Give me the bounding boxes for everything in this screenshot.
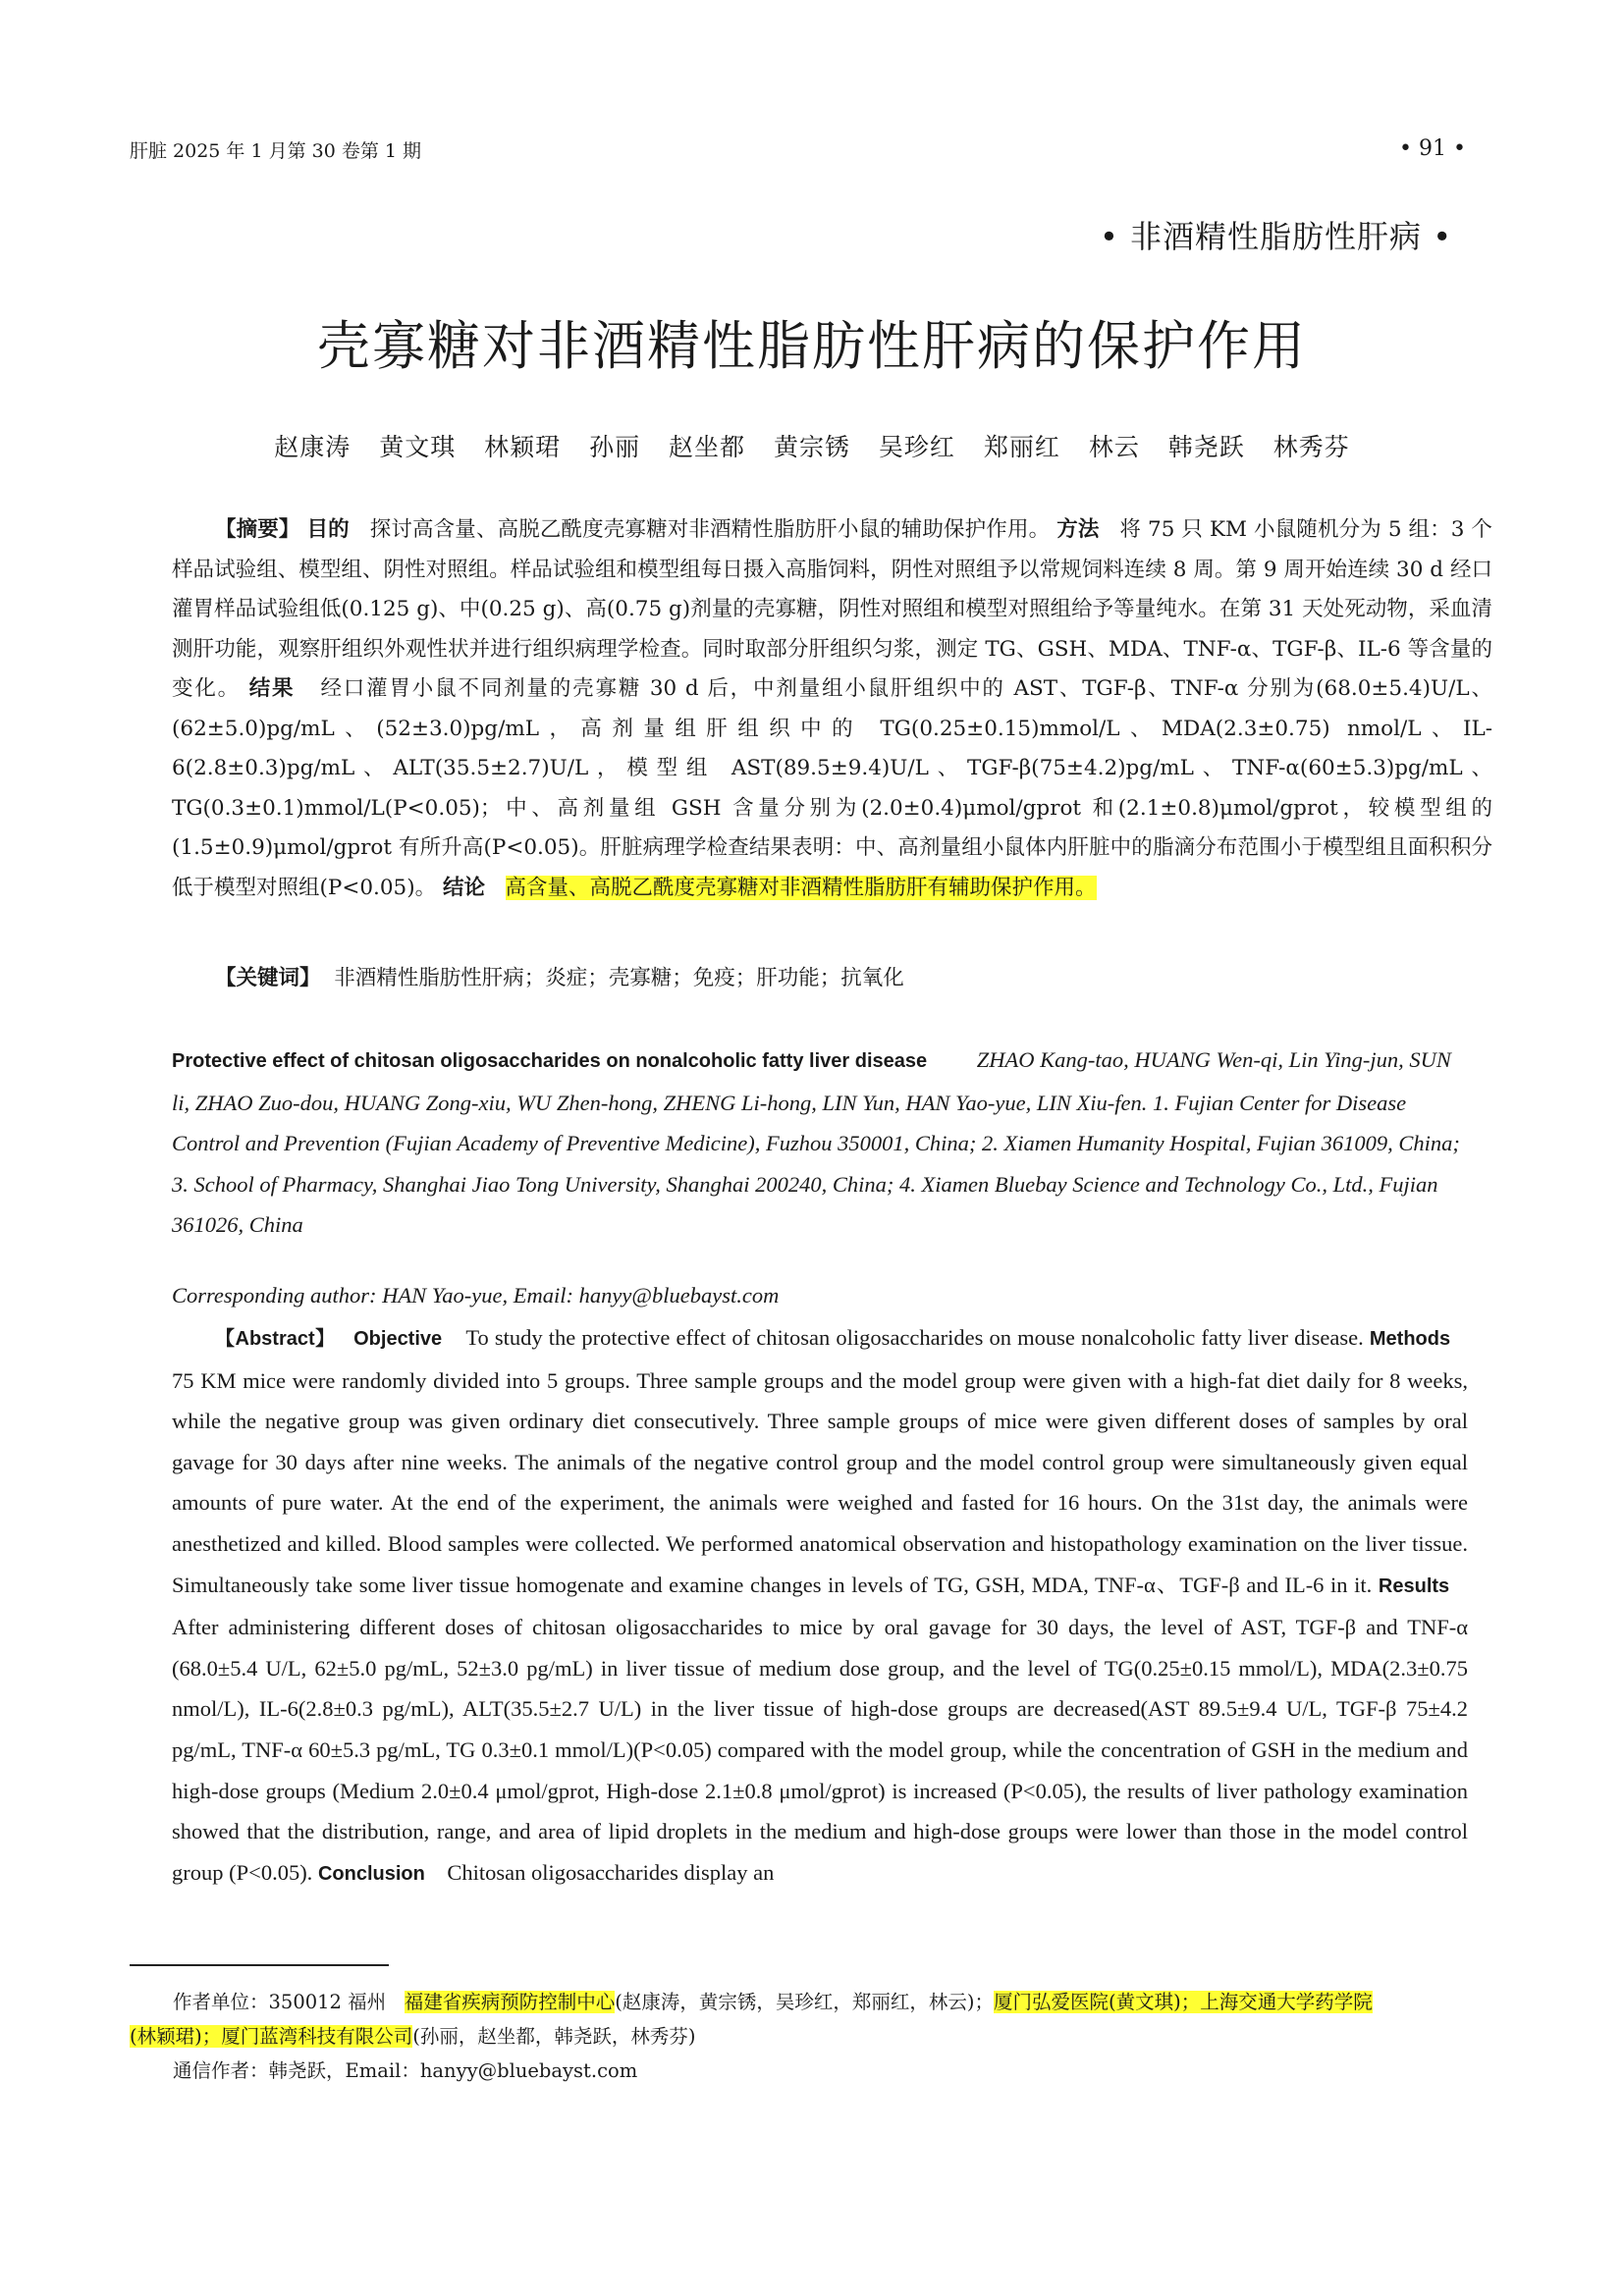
cn-methods-label: 方法	[1056, 517, 1100, 542]
en-conclusion-text: Chitosan oligosaccharides display an	[447, 1859, 775, 1885]
affiliation-org2: 厦门弘爱医院(黄文琪)；上海交通大学药学院	[993, 1991, 1373, 2013]
cn-results-text: 经口灌胃小鼠不同剂量的壳寡糖 30 d 后，中剂量组小鼠肝组织中的 AST、TGF-β、TNF-α 分别为(68.0±5.4)U/L、(62±5.0)pg/mL、(52±3.0)pg/mL，高剂量组肝组织中的 TG(0.25±0.15)mmol/L、MDA(2.3±0.75) nmol/L、IL-6(2.8±0.3)pg/mL、ALT(35.5±2.7)U/L，模型组 AST(89.5±9.4)U/L、TGF-β(75±4.2)pg/mL、TNF-α(60±5.3)pg/mL、TG(0.3±0.1)mmol/L(P<0.05)；中、高剂量组 GSH 含量分别为(2.0±0.4)μmol/gprot 和(2.1±0.8)μmol/gprot，较模型组的(1.5±0.9)μmol/gprot 有所升高(P<0.05)。肝脏病理学检查结果表明：中、高剂量组小鼠体内肝脏中的脂滴分布范围小于模型组且面积积分低于模型对照组(P<0.05)。	[172, 676, 1492, 900]
affiliation-org1: 福建省疾病预防控制中心	[404, 1991, 616, 2013]
journal-header: 肝脏 2025 年 1 月第 30 卷第 1 期	[130, 140, 422, 162]
footnotes	[130, 1985, 1504, 2088]
page-number: • 91 •	[1399, 136, 1466, 161]
english-authors-affiliations: ZHAO Kang-tao, HUANG Wen-qi, Lin Ying-jun, SUN li, ZHAO Zuo-dou, HUANG Zong-xiu, WU Zhen-hong, ZHENG Li-hong, LIN Yun, HAN Yao-yue, LIN Xiu-fen. 1. Fujian Center for Disease Control and Prevention (Fujian Academy of Preventive Medicine), Fuzhou 350001, China; 2. Xiamen Humanity Hospital, Fujian 361009, China; 3. School of Pharmacy, Shanghai Jiao Tong University, Shanghai 200240, China; 4. Xiamen Bluebay Science and Technology Co., Ltd., Fujian 361026, China	[172, 1047, 1460, 1237]
english-corresponding-author: Corresponding author: HAN Yao-yue, Email: hanyy@bluebayst.com	[172, 1283, 780, 1308]
english-title: Protective effect of chitosan oligosaccharides on nonalcoholic fatty liver disease	[172, 1050, 928, 1072]
en-results-text: After administering different doses of chitosan oligosaccharides to mice by oral gavage for 30 days, the level of AST, TGF-β and TNF-α (68.0±5.4 U/L, 62±5.0 pg/mL, 52±3.0 pg/mL) in liver tissue of medium dose group, and the level of TG(0.25±0.15 mmol/L), MDA(2.3±0.75 nmol/L), IL-6(2.8±0.3 pg/mL), ALT(35.5±2.7 U/L) in the liver tissue of high-dose groups are decreased(AST 89.5±9.4 U/L, TGF-β 75±4.2 pg/mL, TNF-α 60±5.3 pg/mL, TG 0.3±0.1 mmol/L)(P<0.05) compared with the model group, while the concentration of GSH in the medium and high-dose groups (Medium 2.0±0.4 μmol/gprot, High-dose 2.1±0.8 μmol/gprot) is increased (P<0.05), the results of liver pathology examination showed that the distribution, range, and area of lipid droplets in the medium and high-dose groups were lower than those in the model control group (P<0.05).	[172, 1615, 1468, 1885]
affiliation-org3: (林颖珺)；厦门蓝湾科技有限公司	[130, 2025, 413, 2048]
en-conclusion-label: Conclusion	[317, 1862, 425, 1885]
section-label: • 非酒精性脂肪性肝病 •	[1100, 218, 1453, 255]
cn-conclusion-label: 结论	[442, 875, 485, 900]
chinese-keywords	[215, 961, 904, 991]
affiliation-org1-authors: (赵康涛，黄宗锈，吴珍红，郑丽红，林云)；	[615, 1991, 994, 2013]
cn-results-label: 结果	[248, 676, 296, 701]
cn-keywords-label: 【关键词】	[215, 966, 321, 990]
english-title-block	[172, 1040, 1468, 1246]
en-methods-label: Methods	[1369, 1328, 1451, 1350]
cn-conclusion-text: 高含量、高脱乙酰度壳寡糖对非酒精性脂肪肝有辅助保护作用。	[505, 875, 1097, 900]
article-title: 壳寡糖对非酒精性脂肪性肝病的保护作用	[317, 315, 1307, 377]
affiliation-prefix: 作者单位：350012 福州	[173, 1991, 387, 2013]
affiliation-org3-authors: (孙丽，赵坐都，韩尧跃，林秀芬)	[412, 2025, 696, 2048]
cn-objective-text: 探讨高含量、高脱乙酰度壳寡糖对非酒精性脂肪肝小鼠的辅助保护作用。	[369, 517, 1051, 542]
en-objective-label: Objective	[353, 1328, 443, 1350]
cn-methods-text: 将 75 只 KM 小鼠随机分为 5 组：3 个样品试验组、模型组、阴性对照组。样品试验组和模型组每日摄入高脂饲料，阴性对照组予以常规饲料连续 8 周。第 9 周开始连续 30 d 经口灌胃样品试验组低(0.125 g)、中(0.25 g)、高(0.75 g)剂量的壳寡糖，阴性对照组和模型对照组给予等量纯水。在第 31 天处死动物，采血清测肝功能，观察肝组织外观性状并进行组织病理学检查。同时取部分肝组织匀浆，测定 TG、GSH、MDA、TNF-α、TGF-β、IL-6 等含量的变化。	[172, 517, 1492, 701]
cn-keywords-text: 非酒精性脂肪性肝病；炎症；壳寡糖；免疫；肝功能；抗氧化	[334, 966, 904, 990]
author-list: 赵康涛 黄文琪 林颖珺 孙丽 赵坐都 黄宗锈 吴珍红 郑丽红 林云 韩尧跃 林秀芬	[274, 433, 1350, 461]
cn-objective-label: 目的	[306, 517, 350, 542]
en-objective-text: To study the protective effect of chitosan oligosaccharides on mouse nonalcoholic fatty liver disease.	[465, 1325, 1364, 1350]
en-methods-text: 75 KM mice were randomly divided into 5 groups. Three sample groups and the model group were given with a high-fat diet daily for 8 weeks, while the negative group was given ordinary diet consecutively. Three sample groups of mice were given different doses of samples by oral gavage for 30 days after nine weeks. The animals of the negative control group and the model control group were simultaneously given equal amounts of pure water. At the end of the experiment, the animals were weighed and fasted for 16 hours. On the 31st day, the animals were anesthetized and killed. Blood samples were collected. We performed anatomical observation and histopathology examination on the liver tissue. Simultaneously take some liver tissue homogenate and examine changes in levels of TG, GSH, MDA, TNF-α、TGF-β and IL-6 in it.	[172, 1367, 1468, 1597]
chinese-abstract	[172, 510, 1492, 908]
footnote-divider	[130, 1964, 389, 1966]
en-results-label: Results	[1378, 1575, 1450, 1597]
english-abstract	[172, 1317, 1468, 1895]
cn-abstract-label: 【摘要】	[215, 517, 300, 542]
footnote-corresponding: 通信作者：韩尧跃，Email：hanyy@bluebayst.com	[173, 2059, 638, 2082]
en-abstract-label: 【Abstract】	[215, 1328, 336, 1350]
